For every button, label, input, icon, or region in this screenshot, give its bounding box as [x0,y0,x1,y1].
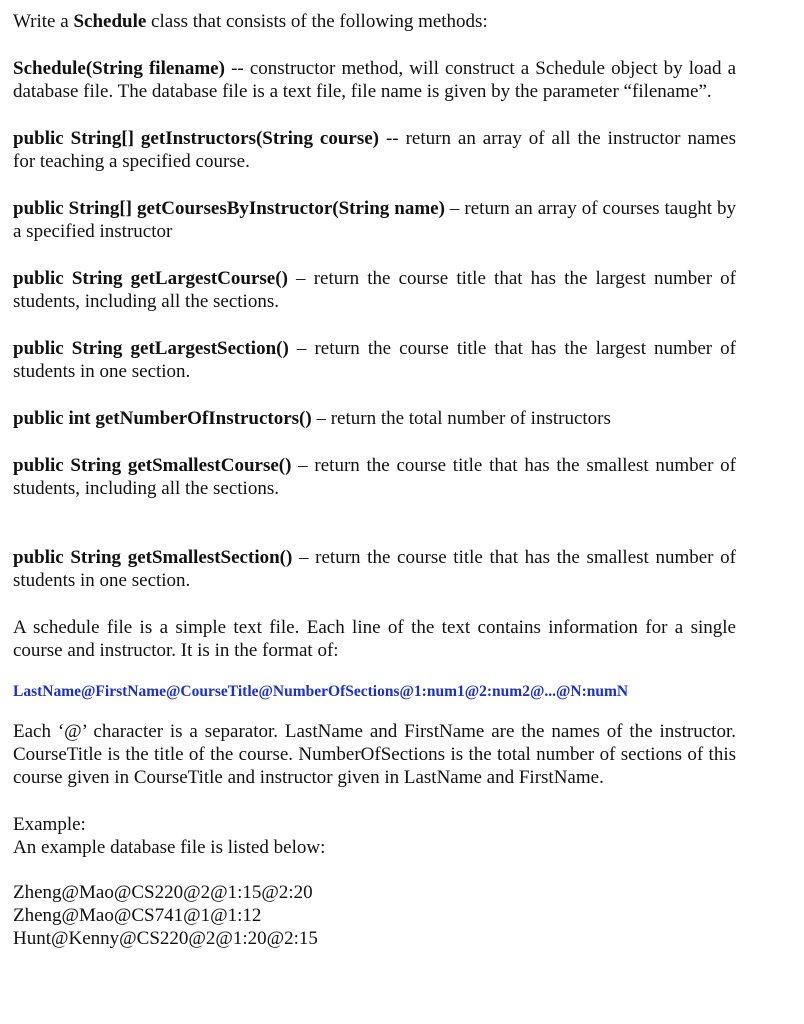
example-line: Zheng@Mao@CS741@1@1:12 [13,905,262,926]
method-signature: Schedule(String filename) [13,58,225,79]
example-label: Example: [13,814,86,835]
method-description: – return the course title that has the largest number of students, including all the sections. [13,268,736,312]
intro-prefix: Write a [13,11,74,32]
intro-suffix: class that consists of the following methods: [146,11,488,32]
spacer [13,859,736,881]
method-signature: public String getLargestSection() [13,338,289,359]
example-line: Zheng@Mao@CS220@2@1:15@2:20 [13,882,313,903]
method-description: – return the course title that has the smallest number of students, including all the sections. [13,455,736,499]
example-intro: An example database file is listed below: [13,837,326,858]
method-description: – return an array of courses taught by a specified instructor [13,198,736,242]
schedule-file-description: A schedule file is a simple text file. Each line of the text contains information for a single course and instructor. It is in the format of: [13,617,736,661]
method-get-smallest-course [13,454,736,500]
example-line: Hunt@Kenny@CS220@2@1:20@2:15 [13,928,318,949]
method-signature: public String[] getCoursesByInstructor(String name) [13,198,445,219]
method-description: -- constructor method, will construct a Schedule object by load a database file. The database file is a text file, file name is given by the parameter “filename”. [13,58,737,102]
record-format-line: LastName@FirstName@CourseTitle@NumberOfSections@1:num1@2:num2@...@N:numN [13,683,629,700]
document-body [13,10,736,950]
method-signature: public String getLargestCourse() [13,268,288,289]
method-get-smallest-section [13,546,736,592]
method-description: – return the course title that has the smallest number of students in one section. [13,547,736,591]
method-constructor [13,57,736,103]
method-signature: public String getSmallestSection() [13,547,293,568]
example-database-listing [13,881,736,950]
method-signature: public String[] getInstructors(String course) [13,128,380,149]
intro-class-name: Schedule [73,11,147,32]
intro-paragraph [13,10,736,33]
method-get-number-of-instructors [13,407,736,430]
separator-description: Each ‘@’ character is a separator. LastName and FirstName are the names of the instructor. CourseTitle is the title of the course. NumberOfSections is the total number of sections of this course given in CourseTitle and instructor given in LastName and FirstName. [13,721,736,788]
method-get-largest-course [13,267,736,313]
method-description: – return the total number of instructors [311,408,611,429]
method-signature: public String getSmallestCourse() [13,455,292,476]
method-description: -- return an array of all the instructor names for teaching a specified course. [13,128,736,172]
method-get-instructors [13,127,736,173]
method-description: – return the course title that has the largest number of students in one section. [13,338,736,382]
method-signature: public int getNumberOfInstructors() [13,408,312,429]
method-get-courses-by-instructor [13,197,736,243]
method-get-largest-section [13,337,736,383]
